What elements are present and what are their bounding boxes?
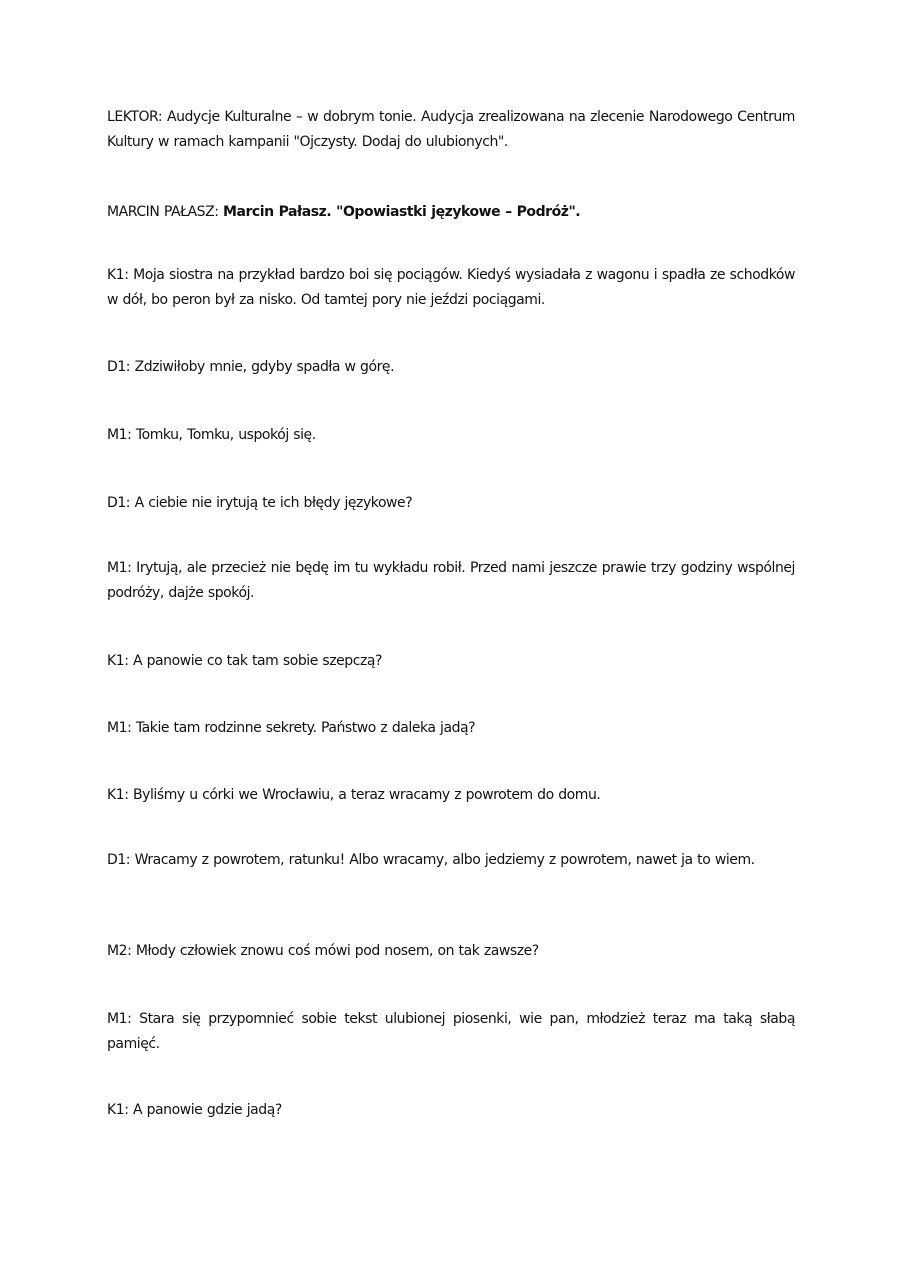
dialogue-line <box>107 423 795 448</box>
dialogue-line <box>107 491 795 516</box>
speaker-label: D1: <box>107 852 131 868</box>
speaker-label: K1: <box>107 653 129 669</box>
dialogue-line <box>107 649 795 674</box>
dialogue-line <box>107 263 795 313</box>
dialogue-line <box>107 939 795 964</box>
speaker-label: K1: <box>107 267 129 283</box>
speaker-label: K1: <box>107 787 129 803</box>
paragraph-text: A panowie co tak tam sobie szepczą? <box>132 653 382 669</box>
speaker-label: M1: <box>107 560 132 576</box>
dialogue-line <box>107 556 795 606</box>
paragraph-title <box>107 200 795 225</box>
dialogue-line <box>107 1007 795 1057</box>
dialogue-line <box>107 1098 795 1123</box>
paragraph-text: Moja siostra na przykład bardzo boi się pociągów. Kiedyś wysiadała z wagonu i spadła ze schodków w dół, bo peron był za nisko. Od tamtej pory nie jeździ pociągami. <box>107 267 795 308</box>
speaker-label: K1: <box>107 1102 129 1118</box>
title-text: Marcin Pałasz. "Opowiastki językowe – Podróż". <box>223 204 581 220</box>
paragraph-text: Wracamy z powrotem, ratunku! Albo wracamy, albo jedziemy z powrotem, nawet ja to wiem. <box>134 852 755 868</box>
dialogue-line <box>107 355 795 380</box>
speaker-label: M2: <box>107 943 132 959</box>
paragraph-text: A panowie gdzie jadą? <box>132 1102 282 1118</box>
paragraph-text: Takie tam rodzinne sekrety. Państwo z daleka jadą? <box>135 720 476 736</box>
dialogue-line <box>107 783 795 808</box>
paragraph-text: Tomku, Tomku, uspokój się. <box>135 427 316 443</box>
dialogue-line <box>107 848 795 873</box>
speaker-label: MARCIN PAŁASZ: <box>107 204 219 220</box>
dialogue-line <box>107 716 795 741</box>
speaker-label: D1: <box>107 359 131 375</box>
paragraph-text: Byliśmy u córki we Wrocławiu, a teraz wracamy z powrotem do domu. <box>132 787 601 803</box>
paragraph-text: Młody człowiek znowu coś mówi pod nosem, on tak zawsze? <box>135 943 539 959</box>
paragraph-text: Zdziwiłoby mnie, gdyby spadła w górę. <box>134 359 395 375</box>
speaker-label: M1: <box>107 1011 132 1027</box>
speaker-label: LEKTOR: <box>107 109 163 125</box>
paragraph-text: A ciebie nie irytują te ich błędy językowe? <box>134 495 413 511</box>
speaker-label: D1: <box>107 495 131 511</box>
paragraph-text: Irytują, ale przecież nie będę im tu wykładu robił. Przed nami jeszcze prawie trzy godziny wspólnej podróży, dajże spokój. <box>107 560 795 601</box>
paragraph-lektor <box>107 105 795 155</box>
paragraph-text: Stara się przypomnieć sobie tekst ulubionej piosenki, wie pan, młodzież teraz ma taką słabą pamięć. <box>107 1011 795 1052</box>
speaker-label: M1: <box>107 427 132 443</box>
paragraph-text: Audycje Kulturalne – w dobrym tonie. Audycja zrealizowana na zlecenie Narodowego Centrum Kultury w ramach kampanii "Ojczysty. Dodaj do ulubionych". <box>107 109 795 150</box>
speaker-label: M1: <box>107 720 132 736</box>
